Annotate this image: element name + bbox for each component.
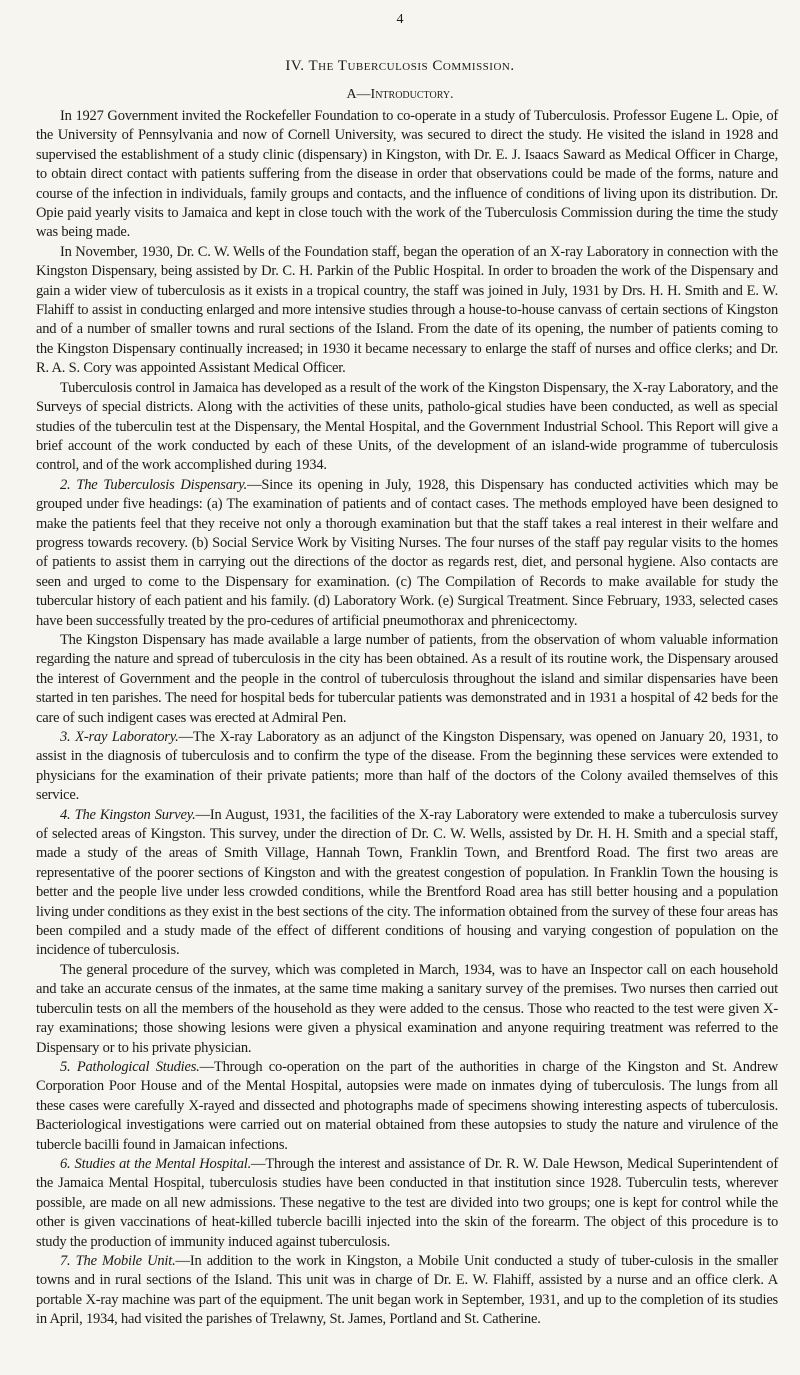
section-title: IV. The Tuberculosis Commission. xyxy=(285,58,515,74)
paragraph-mental-hospital: 6. Studies at the Mental Hospital.—Through the interest and assistance of Dr. R. W. Dale Hewson, Medical Superintendent of the Jamaica Mental Hospital, tuberculosis studies have been conducted in that institution since 1928. Tuberculin tests, wherever possible, are made on all new admissions. These negative to the test are divided into two groups; one is kept for control while the other is given vaccinations of heat-killed tubercle bacilli injected into the skin of the forearm. The object of this procedure is to study the production of immunity induced against tuberculosis. xyxy=(36,1155,778,1250)
paragraph-intro-2: In November, 1930, Dr. C. W. Wells of the Foundation staff, began the operation of an X-ray Laboratory in connection with the Kingston Dispensary, being assisted by Dr. C. H. Parkin of the Public Hospital. In order to broaden the work of the Dispensary and gain a wider view of tuberculosis as it exists in a tropical country, the staff was joined in July, 1931 by Drs. H. H. Smith and E. W. Flahiff to assist in conducting enlarged and more intensive studies through a house-to-house canvass of certain sections of Kingston and of a number of smaller towns and rural sections of the Island. From the date of its opening, the number of patients coming to the Kingston Dispensary continually increased; in 1930 it became necessary to enlarge the staff of nurses and office clerks; and Dr. R. A. S. Cory was appointed Assistant Medical Officer. xyxy=(36,243,778,377)
paragraph-intro-1: In 1927 Government invited the Rockefeller Foundation to co-operate in a study of Tuberculosis. Professor Eugene L. Opie, of the University of Pennsylvania and now of Cornell University, was secured to direct the study. He visited the island in 1928 and supervised the establishment of a study clinic (dispensary) in Kingston, with Dr. E. J. Isaacs Saward as Medical Officer in Charge, to obtain direct contact with patients suffering from the disease in order that observations could be made of the forms, nature and course of the infection in individuals, family groups and contacts, and the influence of conditions of living upon its distribution. Dr. Opie paid yearly visits to Jamaica and kept in close touch with the work of the Tuberculosis Commission during the time the study was being made. xyxy=(36,108,778,241)
paragraph-intro-3: Tuberculosis control in Jamaica has developed as a result of the work of the Kingston Dispensary, the X-ray Laboratory, and the Surveys of special districts. Along with the activities of these units, patholo-gical studies have been conducted, as well as special studies of the tuberculin test at the Dispensary, the Mental Hospital, and the Government Industrial School. This Report will give a brief account of the work conducted by each of these Units, of the development of an island-wide programme of tuberculosis control, and of the work accomplished during 1934. xyxy=(36,379,778,474)
body-text xyxy=(36,107,778,1330)
page-number: 4 xyxy=(396,12,404,27)
paragraph-heading: 3. X-ray Laboratory. xyxy=(60,729,179,745)
paragraph-kingston-survey: 4. The Kingston Survey.—In August, 1931, the facilities of the X-ray Laboratory were extended to make a tuberculosis survey of selected areas of Kingston. This survey, under the direction of Dr. C. W. Wells, assisted by Dr. H. H. Smith and a special staff, made a study of the areas of Smith Village, Hannah Town, Franklin Town, and Brentford Road. The first two areas are representative of the poorer sections of Kingston and with the greatest congestion of population. In Franklin Town the housing is better and the people live under less crowded conditions, while the Brentford Road area has still better housing and a population living under conditions as they exist in the best sections of the city. The information obtained from the survey of these four areas has been compiled and a study made of the effect of different conditions of housing and varying congestion of population on the incidence of tuberculosis. xyxy=(36,806,779,959)
paragraph-heading: 5. Pathological Studies. xyxy=(60,1058,200,1075)
paragraph-heading: 2. The Tuberculosis Dispensary. xyxy=(60,476,248,493)
paragraph-pathological-studies: 5. Pathological Studies.—Through co-operation on the part of the authorities in charge of the Kingston and St. Andrew Corporation Poor House and of the Mental Hospital, autopsies were made on inmates dying of tuberculosis. The lungs from all these cases were carefully X-rayed and dissected and photographs made of specimens showing interesting aspects of tuberculosis. Bacteriological investigations were carried out on material obtained from these autopsies to study the nature and virulence of the tubercle bacilli found in Jamaican infections. xyxy=(36,1058,778,1153)
paragraph-heading: 6. Studies at the Mental Hospital. xyxy=(60,1155,252,1172)
paragraph-mobile-unit: 7. The Mobile Unit.—In addition to the work in Kingston, a Mobile Unit conducted a study of tuber-culosis in the smaller towns and in rural sections of the Island. This unit was in charge of Dr. E. W. Flahiff, assisted by a nurse and an office clerk. A portable X-ray machine was part of the equipment. The unit began work in September, 1931, and up to the completion of its studies in April, 1934, had visited the parishes of Trelawny, St. James, Portland and St. Catherine. xyxy=(36,1252,779,1328)
paragraph-heading: 7. The Mobile Unit. xyxy=(60,1252,176,1269)
paragraph-survey-procedure: The general procedure of the survey, which was completed in March, 1934, was to have an Inspector call on each household and take an accurate census of the inmates, at the same time making a sanitary survey of the premises. Two nurses then carried out tuberculin tests on all the members of the household as they were added to the census. Those who reacted to the test were given X-ray examinations; those showing lesions were given a physical examination and anyone requiring treatment was referred to the Dispensary or to his private physician. xyxy=(36,961,778,1056)
paragraph-dispensary: 2. The Tuberculosis Dispensary.—Since its opening in July, 1928, this Dispensary has conducted activities which may be grouped under five headings: (a) The examination of patients and of contact cases. The methods employed have been designed to make the patients feel that they receive not only a thorough examination but that the staff takes a real interest in their welfare and progress towards recovery. (b) Social Service Work by Visiting Nurses. The four nurses of the staff pay regular visits to the homes of patients to assist them in carrying out the directions of the doctor as regards rest, diet, and personal hygiene. Also contacts are seen and urged to come to the Dispensary for examination. (c) The Compilation of Records to make available for study the tubercular history of each patient and his family. (d) Laboratory Work. (e) Surgical Treatment. Since February, 1933, selected cases have been successfully treated by the pro-cedures of artificial pneumothorax and phrenicectomy. xyxy=(36,476,778,629)
paragraph-xray-laboratory: 3. X-ray Laboratory.—The X-ray Laboratory as an adjunct of the Kingston Dispensary, was opened on January 20, 1931, to assist in the diagnosis of tuberculosis and to confirm the type of the disease. From the beginning these services were extended to physicians for the examination of their private patients; more than half of the doctors of the Colony availed themselves of this service. xyxy=(36,729,778,804)
paragraph-heading: 4. The Kingston Survey. xyxy=(60,806,196,823)
paragraph-dispensary-2: The Kingston Dispensary has made available a large number of patients, from the observation of whom valuable information regarding the nature and spread of tuberculosis in the city has been obtained. As a result of its routine work, the Dispensary aroused the interest of Government and the people in the control of tuberculosis throughout the island and similar dispensaries have been started in ten parishes. The need for hospital beds for tubercular patients was demonstrated and in 1931 a hospital of 42 beds for the care of such indigent cases was erected at Admiral Pen. xyxy=(36,631,778,726)
subsection-title: A—Introductory. xyxy=(346,87,454,102)
